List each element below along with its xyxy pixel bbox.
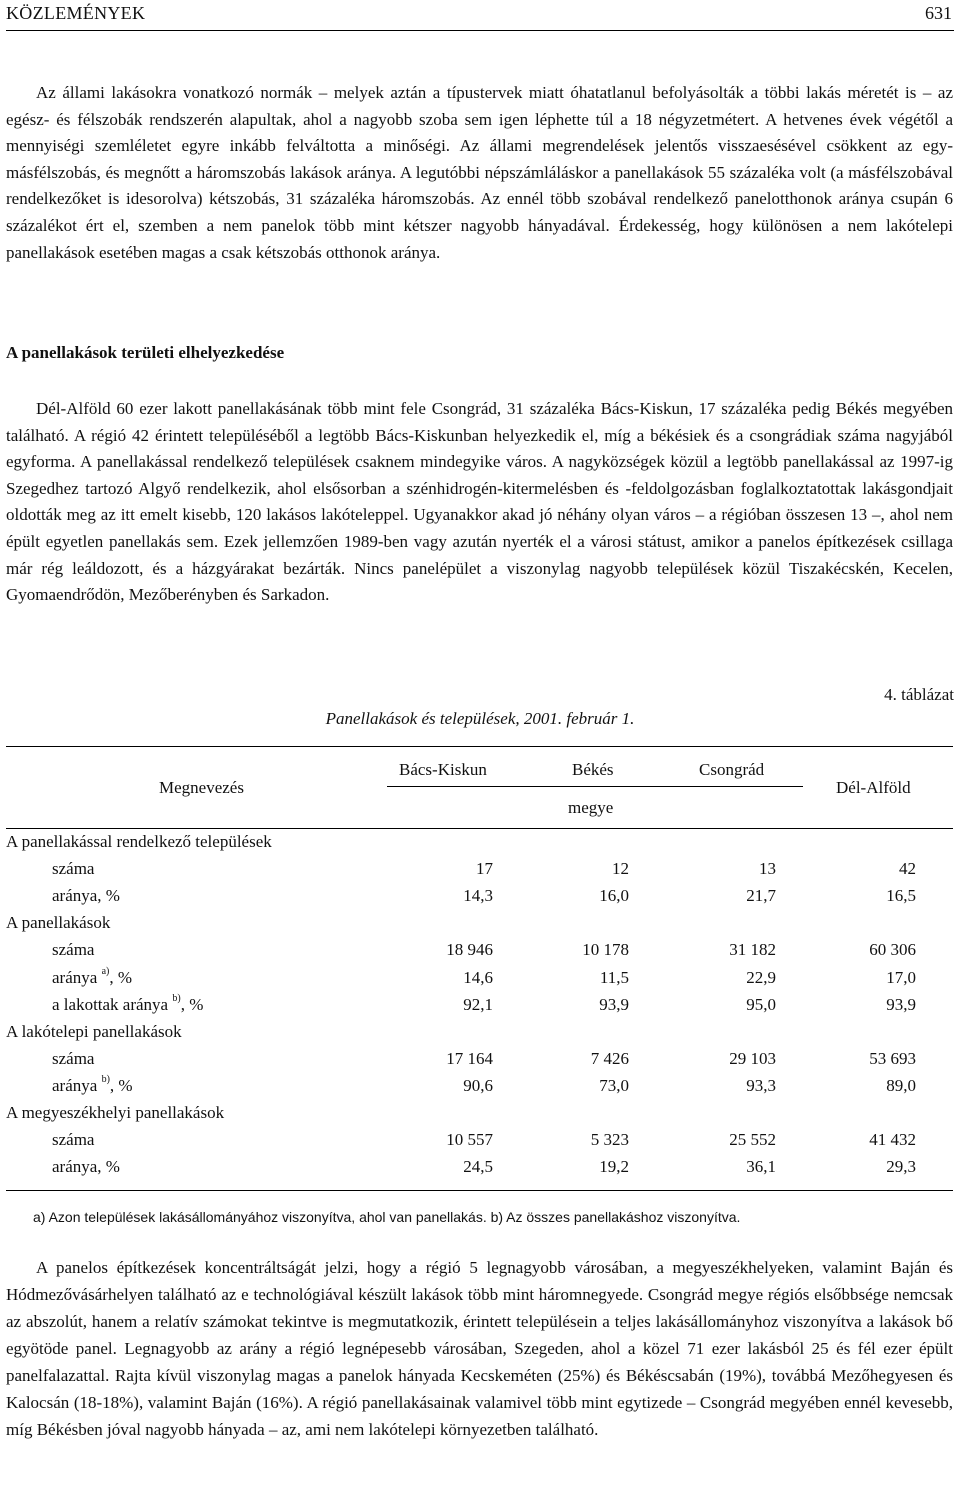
table-number: 4. táblázat [884, 685, 954, 704]
table-caption: Panellakások és települések, 2001. február 1. [325, 709, 635, 728]
table-cell: 93,9 [599, 994, 629, 1014]
table-cell: 17,0 [886, 967, 916, 987]
row-label: aránya $^{b)}$, % [52, 1073, 133, 1095]
row-label: A megyeszékhelyi panellakások [6, 1103, 225, 1122]
row-label: a lakottak aránya $^{b)}$, % [52, 992, 204, 1014]
paragraph-1: Az állami lakásokra vonatkozó normák – melyek aztán a típustervek miatt óhatatlanul befolyásolták a többi lakás méretét is – az egész- és félszobák rendszerén alapultak, ahol a nagyobb szoba sem igen léphette túl a 18 négyzetmétert. A hetvenes évek végétől a mennyiségi szemléletet egyre inkább felváltotta a minőségi. Az állami megrendelések jelentős visszaesésével csökkent az egy-másfélszobás, és megnőtt a háromszobás lakások aránya. A legutóbbi népszámláláskor a panellakások 55 százaléka volt (a másfélszobával rendelkezőket is idesorolva) kétszobás, 31 százaléka háromszobás. Az ennél több szobával rendelkező panelotthonok aránya csupán 6 százalékot ért el, szemben a nem panelok több mint kétszer nagyobb hányadával. Érdekesség, hogy különösen a nem lakótelepi panellakások esetében magas a csak kétszobás otthonok aránya. [6, 83, 953, 262]
table-cell: 24,5 [463, 1157, 493, 1177]
table-cell: 18 946 [446, 940, 493, 960]
table-cell: 19,2 [599, 1157, 629, 1177]
header-subrule [387, 786, 803, 787]
header-megye: megye [568, 798, 614, 817]
row-label: száma [52, 859, 95, 879]
table-cell: 22,9 [746, 967, 776, 987]
table-cell: 29 103 [729, 1048, 776, 1068]
table-cell: 17 164 [446, 1048, 493, 1068]
paragraph-2: Dél-Alföld 60 ezer lakott panellakásának több mint fele Csongrád, 31 százaléka Bács-Kiskun, 17 százaléka pedig Békés megyében található. A régió 42 érintett településéből a legtöbb Bács-Kiskunban helyezkedik el, míg a békésiek és a csongrádiak száma nagyjából egyforma. A panellakással rendelkező települések csaknem mindegyike város. A nagyközségek közül a legtöbb panellakással az 1997-ig Szegedhez tartozó Algyő rendelkezik, ahol elsősorban a szénhidrogén-kitermelésben és -feldolgozásban foglalkoztatottak lakásgondjait oldották meg az itt emelt kisebb, 120 lakásos lakóteleppel. Ugyanakkor akad jó néhány olyan város – a régióban összesen 13 –, ahol nem épült egyetlen panellakás sem. Ezek jellemzően 1989-ben vagy azután nyerték el a városi státust, amikor a panelos építkezések csillaga már rég leáldozott, és a házgyárakat bezárták. Nincs panelépület a viszonylag nagyobb települések közül Tiszakécskén, Kecelen, Gyomaendrődön, Mezőberényben és Sarkadon. [6, 399, 953, 605]
row-label: száma [52, 1048, 95, 1068]
table-cell: 7 426 [590, 1048, 629, 1068]
table-cell: 60 306 [869, 940, 916, 960]
table-cell: 5 323 [590, 1130, 629, 1150]
header-rule [6, 30, 954, 31]
table-cell: 92,1 [463, 994, 493, 1014]
row-label: aránya, % [52, 1157, 120, 1177]
table-cell: 10 557 [446, 1130, 493, 1150]
table-cell: 53 693 [869, 1048, 916, 1068]
row-label: A panellakással rendelkező települések [6, 832, 272, 851]
table-cell: 14,3 [463, 886, 493, 906]
table-cell: 93,9 [886, 994, 916, 1014]
table-cell: 17 [476, 859, 493, 879]
table-cell: 29,3 [886, 1157, 916, 1177]
page-number: 631 [925, 3, 952, 23]
table-bottom-rule [6, 1190, 953, 1191]
header-csongrad: Csongrád [699, 760, 765, 779]
section-heading: A panellakások területi elhelyezkedése [6, 343, 285, 362]
table-footnote: a) Azon települések lakásállományához viszonyítva, ahol van panellakás. b) Az összes panellakáshoz viszonyítva. [33, 1209, 741, 1225]
row-label: A lakótelepi panellakások [6, 1021, 182, 1041]
table-cell: 25 552 [729, 1130, 776, 1150]
row-label: aránya, % [52, 886, 120, 906]
table-cell: 14,6 [463, 967, 493, 987]
row-label: aránya $^{a)}$, % [52, 965, 133, 987]
row-label: A panellakások [6, 913, 111, 933]
header-del-alfold: Dél-Alföld [836, 778, 911, 797]
table-cell: 16,5 [886, 886, 916, 906]
table-cell: 10 178 [582, 940, 629, 960]
table-cell: 41 432 [869, 1130, 916, 1150]
table-cell: 95,0 [746, 994, 776, 1014]
table-cell: 12 [612, 859, 629, 879]
table-cell: 42 [899, 859, 916, 879]
table-cell: 73,0 [599, 1075, 629, 1095]
table-cell: 21,7 [746, 886, 776, 906]
table-cell: 93,3 [746, 1075, 776, 1095]
row-label: száma [52, 1130, 95, 1150]
running-title: KÖZLEMÉNYEK [6, 3, 146, 23]
table-header-rule [6, 828, 953, 829]
table-cell: 13 [759, 859, 776, 879]
table-cell: 36,1 [746, 1157, 776, 1177]
table-cell: 31 182 [729, 940, 776, 960]
table-cell: 16,0 [599, 886, 629, 906]
table-cell: 11,5 [599, 967, 629, 987]
header-bacs-kiskun: Bács-Kiskun [399, 760, 487, 779]
page-header [0, 0, 960, 30]
header-bekes: Békés [572, 760, 614, 779]
table-cell: 89,0 [886, 1075, 916, 1095]
table-top-rule [6, 746, 953, 747]
table-cell: 90,6 [463, 1075, 493, 1095]
row-label: száma [52, 940, 95, 960]
paragraph-3: A panelos építkezések koncentráltságát jelzi, hogy a régió 5 legnagyobb városában, a megyeszékhelyeken, valamint Baján és Hódmezővásárhelyen található az e technológiával készült lakások több mint háromnegyede. Csongrád megye régiós elsőbbsége nemcsak az abszolút, hanem a relatív számokat tekintve is megmutatkozik, érintett településein a teljes lakásállományhoz viszonyítva a lakások bő egyötöde panel. Legnagyobb az arány a régió legnépesebb városában, Szegeden, ahol a közel 71 ezer lakásból 25 és fél ezer épült panelfalazattal. Rajta kívül viszonylag magas a panelok hányada Kecskeméten (25%) és Békéscsabán (19%), továbbá Mezőhegyesen és Kalocsán (18-18%), valamint Baján (16%). A régió panellakásainak valamivel több mint egytizede – Csongrád megyében ennél kevesebb, míg Békésben jóval nagyobb hányada – az, ami nem lakótelepi környezetben található. [6, 1258, 953, 1439]
header-name: Megnevezés [159, 778, 244, 797]
